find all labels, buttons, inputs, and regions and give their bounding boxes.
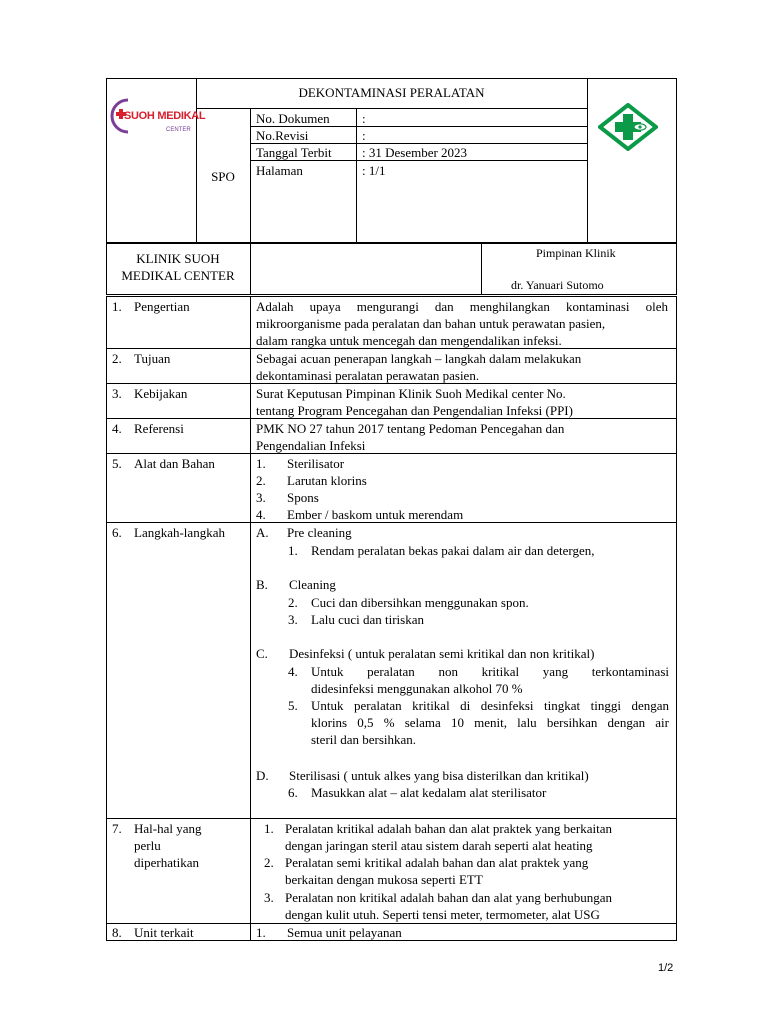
meta-value-revisi: : bbox=[362, 128, 366, 143]
signature-name: dr. Yanuari Sutomo bbox=[511, 278, 604, 292]
clinic-logo bbox=[110, 96, 206, 138]
meta-label-tanggal: Tanggal Terbit bbox=[256, 145, 332, 160]
spo-label: SPO bbox=[211, 169, 235, 184]
clinic-name: KLINIK SUOH MEDIKAL CENTER bbox=[121, 251, 235, 283]
meta-value-dokumen: : bbox=[362, 111, 366, 126]
meta-value-halaman: : 1/1 bbox=[362, 163, 386, 178]
signature-title: Pimpinan Klinik bbox=[536, 246, 616, 260]
meta-label-halaman: Halaman bbox=[256, 163, 303, 178]
logo-subtext: CENTER bbox=[166, 127, 191, 133]
health-cross-emblem-icon bbox=[598, 103, 658, 151]
meta-label-revisi: No.Revisi bbox=[256, 128, 309, 143]
logo-text: SUOH MEDIKAL bbox=[124, 110, 206, 122]
document-title: DEKONTAMINASI PERALATAN bbox=[298, 85, 485, 100]
meta-label-dokumen: No. Dokumen bbox=[256, 111, 330, 126]
meta-value-tanggal: : 31 Desember 2023 bbox=[362, 145, 468, 160]
page-number: 1/2 bbox=[658, 962, 674, 974]
